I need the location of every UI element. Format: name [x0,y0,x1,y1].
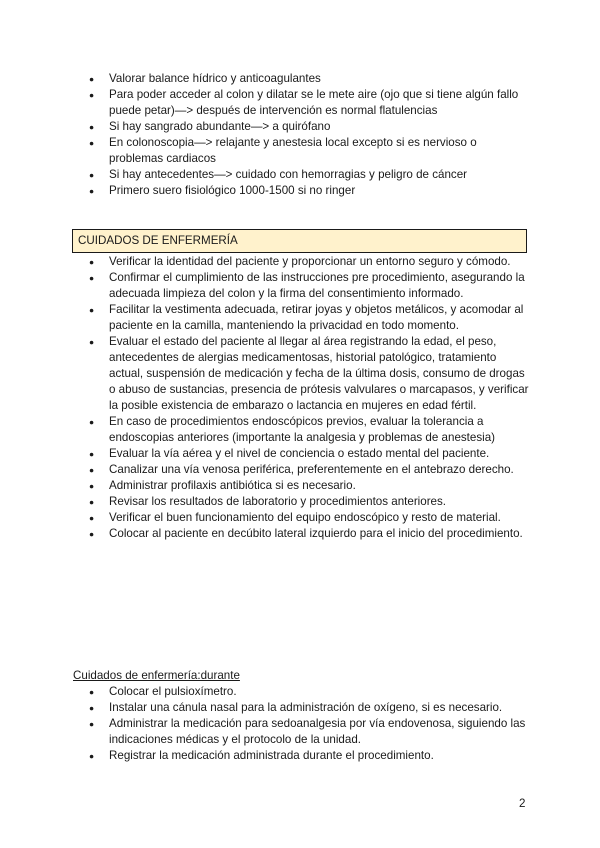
list-item: ● Registrar la medicación administrada durante el procedimiento. [109,748,534,764]
bullet-list-nursing-care [109,254,529,542]
subheading-durante: Cuidados de enfermería:durante [73,669,240,682]
list-item: ● Confirmar el cumplimiento de las instrucciones pre procedimiento, asegurando la adecuada limpieza del colon y la firma del consentimiento informado. [109,270,529,302]
list-item: ● Valorar balance hídrico y anticoagulantes [109,71,529,87]
list-item: ● Canalizar una vía venosa periférica, preferentemente en el antebrazo derecho. [109,462,529,478]
list-item: ● Administrar profilaxis antibiótica si es necesario. [109,478,529,494]
list-item: ● Primero suero fisiológico 1000-1500 si no ringer [109,183,529,199]
list-item: ● Facilitar la vestimenta adecuada, retirar joyas y objetos metálicos, y acomodar al paciente en la camilla, manteniendo la privacidad en todo momento. [109,302,529,334]
list-item: ● Si hay antecedentes—> cuidado con hemorragias y peligro de cáncer [109,167,529,183]
list-item: ● Instalar una cánula nasal para la administración de oxígeno, si es necesario. [109,700,534,716]
list-item: ● Evaluar el estado del paciente al llegar al área registrando la edad, el peso, antecedentes de alergias medicamentosas, historial patológico, tratamiento actual, suspensión de medicación y fecha de la última dosis, consumo de drogas o abuso de sustancias, presencia de prótesis valvulares o marcapasos, y verificar la posible existencia de embarazo o lactancia en mujeres en edad fértil. [109,334,529,414]
bullet-list-during [109,684,534,764]
section-heading-cuidados: CUIDADOS DE ENFERMERÍA [72,229,527,253]
list-item: ● Revisar los resultados de laboratorio y procedimientos anteriores. [109,494,529,510]
list-item: ● Verificar la identidad del paciente y proporcionar un entorno seguro y cómodo. [109,254,529,270]
list-item: ● Evaluar la vía aérea y el nivel de conciencia o estado mental del paciente. [109,446,529,462]
list-item: ● Colocar al paciente en decúbito lateral izquierdo para el inicio del procedimiento. [109,526,529,542]
bullet-list-preliminary [109,71,529,199]
list-item: ● Administrar la medicación para sedoanalgesia por vía endovenosa, siguiendo las indicaciones médicas y el protocolo de la unidad. [109,716,534,748]
list-item: ● Verificar el buen funcionamiento del equipo endoscópico y resto de material. [109,510,529,526]
list-item: ● Para poder acceder al colon y dilatar se le mete aire (ojo que si tiene algún fallo puede petar)—> después de intervención es normal flatulencias [109,87,529,119]
list-item: ● En colonoscopia—> relajante y anestesia local excepto si es nervioso o problemas cardiacos [109,135,529,167]
page-number: 2 [519,797,526,810]
list-item: ● Colocar el pulsioxímetro. [109,684,534,700]
list-item: ● Si hay sangrado abundante—> a quirófano [109,119,529,135]
list-item: ● En caso de procedimientos endoscópicos previos, evaluar la tolerancia a endoscopias anteriores (importante la analgesia y problemas de anestesia) [109,414,529,446]
